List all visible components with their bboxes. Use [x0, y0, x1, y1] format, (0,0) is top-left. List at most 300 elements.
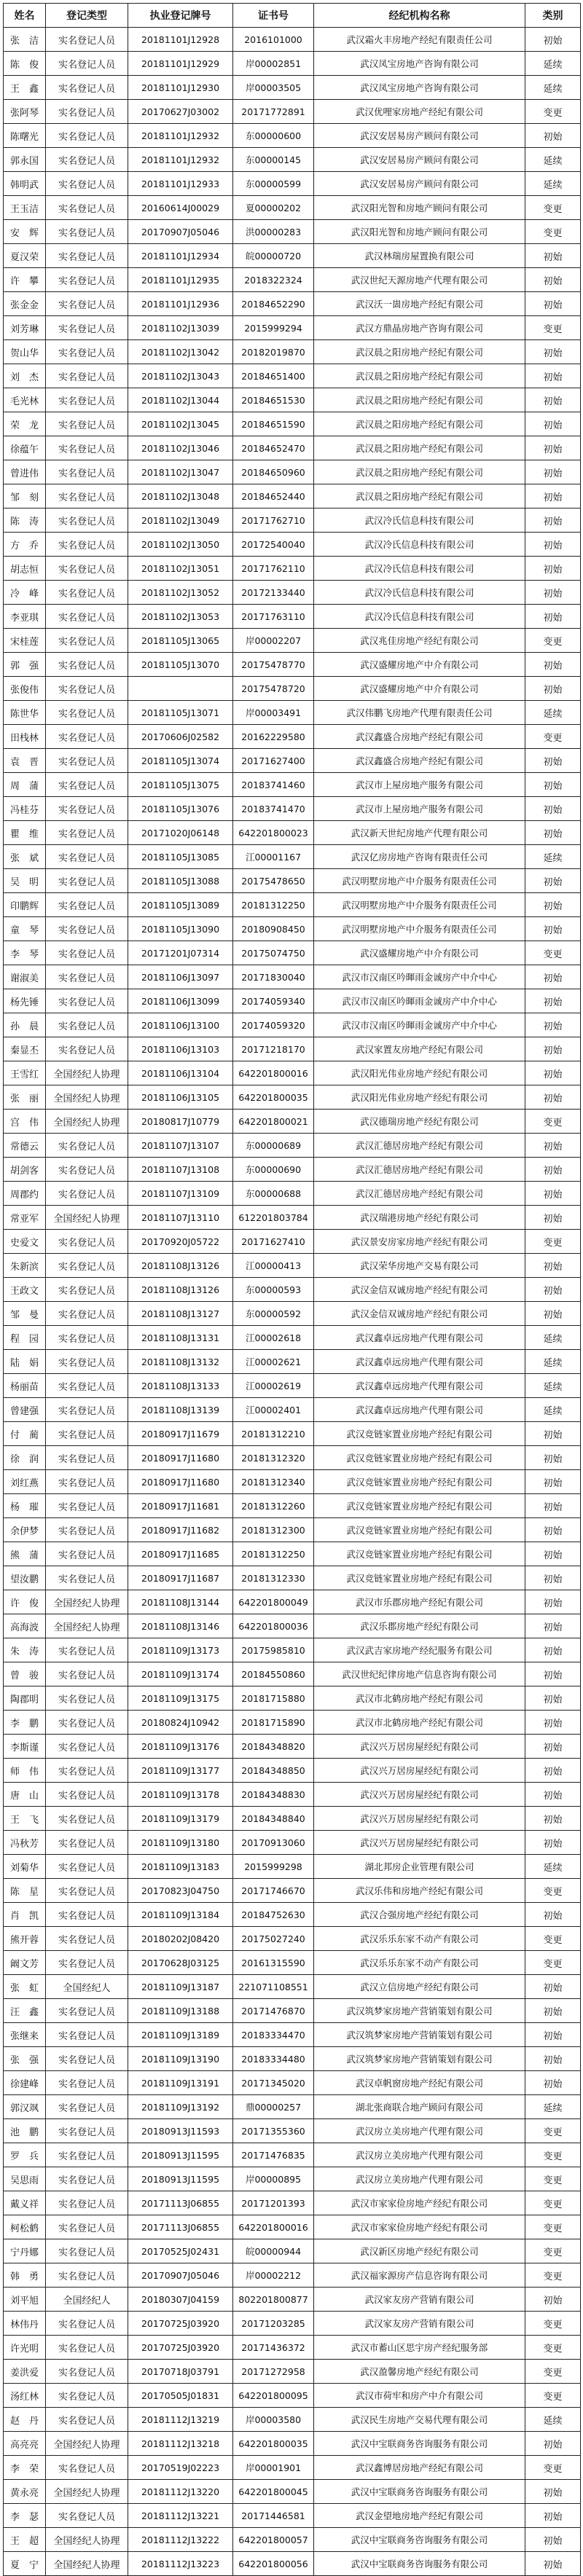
cell-registration-type: 实名登记人员	[46, 989, 128, 1013]
cell-agency-name: 武汉世纪纪律房地产信息咨询有限公司	[314, 1662, 525, 1686]
table-row	[4, 1350, 581, 1374]
table-row	[4, 484, 581, 508]
cell-category: 初始	[525, 28, 581, 52]
cell-practice-plate-number: 20170725J03920	[128, 2312, 233, 2336]
table-row	[4, 1374, 581, 1398]
table-row	[4, 244, 581, 268]
table-row	[4, 508, 581, 533]
table-row	[4, 2432, 581, 2456]
cell-registration-type: 实名登记人员	[46, 1037, 128, 1061]
cell-agency-name: 武汉市上屋房地产服务有限公司	[314, 773, 525, 797]
table-row	[4, 1686, 581, 1711]
cell-category: 变更	[525, 629, 581, 653]
cell-registration-type: 实名登记人员	[46, 1831, 128, 1855]
cell-agency-name: 武汉筑梦家房地产营销策划有限公司	[314, 2047, 525, 2071]
cell-certificate-number: 2015999298	[233, 1855, 314, 1879]
cell-registration-type: 实名登记人员	[46, 268, 128, 292]
cell-practice-plate-number: 20181102J13051	[128, 557, 233, 581]
table-row	[4, 2456, 581, 2480]
cell-practice-plate-number: 20180917J11680	[128, 1470, 233, 1494]
cell-name: 周郡约	[4, 1182, 46, 1206]
cell-category: 变更	[525, 2143, 581, 2167]
table-row	[4, 557, 581, 581]
table-row	[4, 1494, 581, 1518]
cell-registration-type: 实名登记人员	[46, 388, 128, 412]
cell-certificate-number: 东00000145	[233, 148, 314, 172]
cell-registration-type: 实名登记人员	[46, 2336, 128, 2360]
table-row	[4, 2408, 581, 2432]
cell-certificate-number: 20184752630	[233, 1903, 314, 1927]
table-row	[4, 869, 581, 893]
cell-practice-plate-number: 20170519J02223	[128, 2456, 233, 2480]
cell-practice-plate-number: 20181102J13048	[128, 484, 233, 508]
cell-category: 初始	[525, 1302, 581, 1326]
cell-name: 高海波	[4, 1614, 46, 1638]
cell-certificate-number: 20181312340	[233, 1470, 314, 1494]
cell-name: 郭永国	[4, 148, 46, 172]
cell-category: 延续	[525, 1398, 581, 1422]
cell-practice-plate-number: 20181105J13085	[128, 845, 233, 869]
cell-practice-plate-number: 20181109J13189	[128, 2023, 233, 2047]
table-row	[4, 893, 581, 917]
column-header-agency-name: 经纪机构名称	[314, 4, 525, 28]
table-row	[4, 316, 581, 340]
cell-certificate-number: 江00002401	[233, 1398, 314, 1422]
cell-certificate-number: 642201800016	[233, 1061, 314, 1085]
cell-practice-plate-number: 20181105J13076	[128, 797, 233, 821]
cell-registration-type: 实名登记人员	[46, 1807, 128, 1831]
cell-practice-plate-number: 20180917J11680	[128, 1446, 233, 1470]
table-row	[4, 1590, 581, 1614]
cell-name: 朱新滨	[4, 1254, 46, 1278]
table-row	[4, 2023, 581, 2047]
cell-category: 初始	[525, 1686, 581, 1711]
cell-category: 初始	[525, 364, 581, 388]
cell-name: 朱 涛	[4, 1638, 46, 1662]
cell-certificate-number: 江00001167	[233, 845, 314, 869]
cell-practice-plate-number: 20180917J11685	[128, 1542, 233, 1566]
cell-practice-plate-number: 20181105J13065	[128, 629, 233, 653]
cell-agency-name: 武汉明墅房地产中介服务有限责任公司	[314, 917, 525, 941]
table-row	[4, 941, 581, 965]
cell-registration-type: 全国经纪人协理	[46, 1061, 128, 1085]
cell-practice-plate-number: 20180913J11595	[128, 2143, 233, 2167]
cell-agency-name: 武汉兴万居房屋经纪有限公司	[314, 1735, 525, 1759]
cell-practice-plate-number: 20180913J11595	[128, 2167, 233, 2191]
cell-registration-type: 实名登记人员	[46, 605, 128, 629]
cell-registration-type: 全国经纪人协理	[46, 1206, 128, 1230]
cell-certificate-number: 江00002621	[233, 1350, 314, 1374]
cell-certificate-number: 642201800035	[233, 2432, 314, 2456]
cell-practice-plate-number: 20181106J13099	[128, 989, 233, 1013]
cell-agency-name: 武汉乐伟和房地产经纪有限公司	[314, 1879, 525, 1903]
cell-practice-plate-number: 20170907J05046	[128, 220, 233, 244]
cell-registration-type: 全国经纪人协理	[46, 1085, 128, 1110]
cell-agency-name: 湖北张商联合地产顾问有限公司	[314, 2095, 525, 2119]
cell-agency-name: 武汉乐郡房地产经纪有限公司	[314, 1614, 525, 1638]
cell-name: 冯桂芬	[4, 797, 46, 821]
cell-registration-type: 实名登记人员	[46, 100, 128, 124]
table-row	[4, 1638, 581, 1662]
cell-name: 邹 刻	[4, 484, 46, 508]
cell-category: 变更	[525, 1951, 581, 1975]
cell-registration-type: 实名登记人员	[46, 1278, 128, 1302]
cell-category: 初始	[525, 773, 581, 797]
cell-category: 初始	[525, 2528, 581, 2552]
cell-registration-type: 实名登记人员	[46, 28, 128, 52]
cell-category: 初始	[525, 460, 581, 484]
cell-name: 师 伟	[4, 1759, 46, 1783]
cell-category: 初始	[525, 2071, 581, 2095]
cell-certificate-number: 20184651530	[233, 388, 314, 412]
cell-name: 杨丽苗	[4, 1374, 46, 1398]
cell-registration-type: 实名登记人员	[46, 2071, 128, 2095]
cell-category: 初始	[525, 1807, 581, 1831]
cell-registration-type: 实名登记人员	[46, 1855, 128, 1879]
cell-agency-name: 武汉新区房地产经纪有限公司	[314, 2239, 525, 2263]
cell-agency-name: 武汉市北鹤房地产经纪有限公司	[314, 1686, 525, 1711]
cell-category: 变更	[525, 2384, 581, 2408]
cell-registration-type: 全国经纪人	[46, 2288, 128, 2312]
cell-practice-plate-number: 20181105J13088	[128, 869, 233, 893]
table-row	[4, 124, 581, 148]
cell-name: 许 攀	[4, 268, 46, 292]
cell-name: 王 超	[4, 2528, 46, 2552]
cell-certificate-number: 20171762710	[233, 508, 314, 533]
table-row	[4, 1085, 581, 1110]
cell-practice-plate-number: 20181108J13131	[128, 1326, 233, 1350]
cell-practice-plate-number: 20180917J11687	[128, 1566, 233, 1590]
cell-registration-type: 实名登记人员	[46, 869, 128, 893]
cell-practice-plate-number: 20181101J12932	[128, 124, 233, 148]
table-row	[4, 1735, 581, 1759]
table-row	[4, 821, 581, 845]
cell-practice-plate-number: 20181101J12933	[128, 172, 233, 196]
cell-category: 延续	[525, 2408, 581, 2432]
cell-registration-type: 全国经纪人协理	[46, 2480, 128, 2504]
cell-practice-plate-number: 20181106J13100	[128, 1013, 233, 1037]
cell-certificate-number: 20183741460	[233, 773, 314, 797]
table-row	[4, 1879, 581, 1903]
cell-category: 初始	[525, 1013, 581, 1037]
cell-name: 望汝鹏	[4, 1566, 46, 1590]
cell-name: 方 乔	[4, 533, 46, 557]
table-row	[4, 2504, 581, 2528]
cell-name: 孙 晨	[4, 1013, 46, 1037]
cell-name: 陈 俊	[4, 52, 46, 76]
cell-certificate-number: 夏00000202	[233, 196, 314, 220]
cell-name: 冯秋芳	[4, 1831, 46, 1855]
table-row	[4, 1759, 581, 1783]
cell-certificate-number: 20171345020	[233, 2071, 314, 2095]
cell-certificate-number: 东00000688	[233, 1182, 314, 1206]
cell-name: 瞿 维	[4, 821, 46, 845]
cell-registration-type: 实名登记人员	[46, 797, 128, 821]
cell-agency-name: 武汉中宝联商务咨询服务有限公司	[314, 2528, 525, 2552]
cell-registration-type: 实名登记人员	[46, 196, 128, 220]
cell-certificate-number: 642201800023	[233, 821, 314, 845]
cell-category: 初始	[525, 917, 581, 941]
cell-certificate-number: 20175478650	[233, 869, 314, 893]
cell-agency-name: 武汉林瑞房屋置换有限公司	[314, 244, 525, 268]
table-row	[4, 196, 581, 220]
cell-registration-type: 实名登记人员	[46, 1951, 128, 1975]
table-body	[4, 28, 581, 2576]
cell-name: 余伊梦	[4, 1518, 46, 1542]
cell-registration-type: 实名登记人员	[46, 1254, 128, 1278]
cell-certificate-number: 20172540040	[233, 533, 314, 557]
cell-category: 延续	[525, 1326, 581, 1350]
cell-category: 变更	[525, 2239, 581, 2263]
cell-practice-plate-number	[128, 677, 233, 701]
cell-category: 变更	[525, 2215, 581, 2239]
cell-category: 初始	[525, 1975, 581, 1999]
cell-certificate-number: 20171436372	[233, 2336, 314, 2360]
cell-category: 变更	[525, 941, 581, 965]
cell-agency-name: 武汉新天世纪房地产代理有限公司	[314, 821, 525, 845]
cell-certificate-number: 20161315590	[233, 1951, 314, 1975]
cell-category: 初始	[525, 1662, 581, 1686]
cell-name: 宫 伟	[4, 1110, 46, 1134]
cell-agency-name: 武汉中宝联商务咨询服务有限公司	[314, 2432, 525, 2456]
cell-agency-name: 武汉盛耀房地产中介有限公司	[314, 677, 525, 701]
cell-registration-type: 实名登记人员	[46, 1422, 128, 1446]
cell-category: 延续	[525, 52, 581, 76]
cell-category: 变更	[525, 2456, 581, 2480]
table-row	[4, 677, 581, 701]
cell-name: 陈 涛	[4, 508, 46, 533]
table-row	[4, 1398, 581, 1422]
cell-agency-name: 武汉金信双诚房地产经纪有限公司	[314, 1278, 525, 1302]
table-row	[4, 412, 581, 436]
cell-agency-name: 武汉武吉家房地产经纪服务有限公司	[314, 1638, 525, 1662]
cell-practice-plate-number: 20181102J13043	[128, 364, 233, 388]
cell-name: 熊开蓉	[4, 1927, 46, 1951]
table-row	[4, 1158, 581, 1182]
cell-registration-type: 实名登记人员	[46, 557, 128, 581]
cell-name: 刘红燕	[4, 1470, 46, 1494]
cell-registration-type: 全国经纪人协理	[46, 1590, 128, 1614]
table-row	[4, 1326, 581, 1350]
cell-agency-name: 武汉方鼎晶房地产咨询有限公司	[314, 316, 525, 340]
cell-name: 张 丽	[4, 1085, 46, 1110]
cell-agency-name: 武汉兆佳房地产经纪有限公司	[314, 629, 525, 653]
cell-category: 初始	[525, 749, 581, 773]
cell-name: 吴思雨	[4, 2167, 46, 2191]
cell-name: 杨 璀	[4, 1494, 46, 1518]
cell-registration-type: 实名登记人员	[46, 581, 128, 605]
cell-agency-name: 武汉筑梦家房地产营销策划有限公司	[314, 2023, 525, 2047]
cell-name: 陈曙光	[4, 124, 46, 148]
cell-practice-plate-number: 20181106J13104	[128, 1061, 233, 1085]
cell-registration-type: 实名登记人员	[46, 364, 128, 388]
cell-certificate-number: 20175478720	[233, 677, 314, 701]
cell-practice-plate-number: 20181101J12936	[128, 292, 233, 316]
cell-registration-type: 实名登记人员	[46, 148, 128, 172]
cell-name: 夏 宁	[4, 2552, 46, 2576]
cell-agency-name: 武汉鑫盛合房地产经纪有限公司	[314, 749, 525, 773]
cell-practice-plate-number: 20181105J13074	[128, 749, 233, 773]
cell-name: 唐 山	[4, 1783, 46, 1807]
cell-certificate-number: 20171763110	[233, 605, 314, 629]
table-row	[4, 917, 581, 941]
cell-registration-type: 实名登记人员	[46, 2095, 128, 2119]
cell-practice-plate-number: 20181108J13127	[128, 1302, 233, 1326]
cell-category: 变更	[525, 2312, 581, 2336]
cell-agency-name: 武汉家友房产营销有限公司	[314, 2312, 525, 2336]
cell-registration-type: 实名登记人员	[46, 2119, 128, 2143]
cell-practice-plate-number: 20180917J11682	[128, 1518, 233, 1542]
cell-agency-name: 武汉房立美房地产代理有限公司	[314, 2167, 525, 2191]
cell-certificate-number: 20181312250	[233, 893, 314, 917]
cell-certificate-number: 20184348840	[233, 1807, 314, 1831]
cell-category: 变更	[525, 1230, 581, 1254]
cell-category: 初始	[525, 2047, 581, 2071]
cell-practice-plate-number: 20181108J13139	[128, 1398, 233, 1422]
cell-agency-name: 武汉晨之阳房地产经纪有限公司	[314, 388, 525, 412]
table-row	[4, 220, 581, 244]
cell-certificate-number: 20175074750	[233, 941, 314, 965]
cell-certificate-number: 2015999294	[233, 316, 314, 340]
cell-registration-type: 实名登记人员	[46, 340, 128, 364]
table-row	[4, 340, 581, 364]
cell-practice-plate-number: 20170505J01831	[128, 2384, 233, 2408]
cell-agency-name: 武汉汇德居房地产经纪有限公司	[314, 1134, 525, 1158]
cell-agency-name: 武汉景安房家房地产经纪有限公司	[314, 1230, 525, 1254]
cell-certificate-number: 20181715880	[233, 1686, 314, 1711]
table-row	[4, 2167, 581, 2191]
cell-registration-type: 实名登记人员	[46, 1783, 128, 1807]
cell-name: 熊 蒲	[4, 1542, 46, 1566]
cell-agency-name: 武汉阳光伟业房地产经纪有限公司	[314, 1061, 525, 1085]
cell-agency-name: 武汉伟鹏飞房地产代理有限责任公司	[314, 701, 525, 725]
cell-agency-name: 武汉房立美房地产代理有限公司	[314, 2119, 525, 2143]
cell-practice-plate-number: 20181105J13089	[128, 893, 233, 917]
cell-name: 赵 丹	[4, 2408, 46, 2432]
cell-agency-name: 武汉世纪天源房地产代理有限公司	[314, 268, 525, 292]
cell-category: 延续	[525, 148, 581, 172]
cell-certificate-number: 东00000600	[233, 124, 314, 148]
cell-agency-name: 武汉竞链家置业房地产经纪有限公司	[314, 1470, 525, 1494]
cell-agency-name: 武汉瑞港房地产经纪有限公司	[314, 1206, 525, 1230]
table-row	[4, 725, 581, 749]
cell-name: 童 琴	[4, 917, 46, 941]
cell-registration-type: 全国经纪人协理	[46, 2528, 128, 2552]
cell-category: 初始	[525, 268, 581, 292]
cell-name: 柯松鹤	[4, 2215, 46, 2239]
cell-category: 初始	[525, 124, 581, 148]
cell-agency-name: 武汉明墅房地产中介服务有限责任公司	[314, 893, 525, 917]
cell-certificate-number: 20181312210	[233, 1422, 314, 1446]
cell-category: 初始	[525, 1614, 581, 1638]
cell-certificate-number: 东00000592	[233, 1302, 314, 1326]
cell-agency-name: 武汉市汉南区吟暉雨金诚房产中介中心	[314, 1013, 525, 1037]
cell-certificate-number: 642201800045	[233, 2480, 314, 2504]
cell-practice-plate-number: 20181101J12930	[128, 76, 233, 100]
cell-name: 曾 骏	[4, 1662, 46, 1686]
cell-category: 变更	[525, 2360, 581, 2384]
cell-name: 陈世华	[4, 701, 46, 725]
table-row	[4, 2191, 581, 2215]
cell-name: 林伟丹	[4, 2312, 46, 2336]
cell-certificate-number: 岸00002851	[233, 52, 314, 76]
cell-agency-name: 武汉凤宝房地产咨询有限公司	[314, 76, 525, 100]
cell-name: 张 洁	[4, 28, 46, 52]
cell-registration-type: 实名登记人员	[46, 1398, 128, 1422]
cell-agency-name: 武汉兴万居房屋经纪有限公司	[314, 1759, 525, 1783]
cell-registration-type: 实名登记人员	[46, 52, 128, 76]
table-row	[4, 2312, 581, 2336]
cell-certificate-number: 岸00001901	[233, 2456, 314, 2480]
cell-certificate-number: 20184550860	[233, 1662, 314, 1686]
table-row	[4, 388, 581, 412]
cell-category: 初始	[525, 2432, 581, 2456]
cell-registration-type: 全国经纪人协理	[46, 1614, 128, 1638]
cell-category: 初始	[525, 653, 581, 677]
cell-practice-plate-number: 20170725J03920	[128, 2336, 233, 2360]
cell-practice-plate-number: 20181112J13221	[128, 2504, 233, 2528]
cell-category: 初始	[525, 1518, 581, 1542]
cell-certificate-number: 20181715890	[233, 1711, 314, 1735]
cell-certificate-number: 20170913060	[233, 1831, 314, 1855]
cell-category: 初始	[525, 1278, 581, 1302]
cell-practice-plate-number: 20181105J13070	[128, 653, 233, 677]
cell-registration-type: 实名登记人员	[46, 701, 128, 725]
table-row	[4, 1013, 581, 1037]
table-row	[4, 1927, 581, 1951]
cell-registration-type: 实名登记人员	[46, 244, 128, 268]
table-row	[4, 292, 581, 316]
cell-registration-type: 实名登记人员	[46, 1470, 128, 1494]
cell-name: 田栈林	[4, 725, 46, 749]
cell-name: 张 斌	[4, 845, 46, 869]
cell-category: 初始	[525, 1158, 581, 1182]
cell-practice-plate-number: 20170920J05722	[128, 1230, 233, 1254]
cell-agency-name: 武汉市蓄山区思宇房产经纪服务部	[314, 2336, 525, 2360]
table-row	[4, 1206, 581, 1230]
cell-certificate-number: 20184348830	[233, 1783, 314, 1807]
table-row	[4, 76, 581, 100]
table-row	[4, 1422, 581, 1446]
cell-agency-name: 武汉汇德居房地产经纪有限公司	[314, 1182, 525, 1206]
table-row	[4, 2119, 581, 2143]
cell-registration-type: 实名登记人员	[46, 1903, 128, 1927]
cell-practice-plate-number: 20181106J13105	[128, 1085, 233, 1110]
cell-category: 初始	[525, 605, 581, 629]
table-row	[4, 965, 581, 989]
table-row	[4, 533, 581, 557]
cell-registration-type: 实名登记人员	[46, 1302, 128, 1326]
cell-name: 徐 润	[4, 1446, 46, 1470]
cell-registration-type: 实名登记人员	[46, 941, 128, 965]
cell-name: 许 俊	[4, 1590, 46, 1614]
cell-registration-type: 实名登记人员	[46, 917, 128, 941]
cell-name: 姜洪爱	[4, 2360, 46, 2384]
cell-agency-name: 武汉盛耀房地产中介有限公司	[314, 941, 525, 965]
cell-certificate-number: 20171830040	[233, 965, 314, 989]
cell-practice-plate-number: 20181102J13053	[128, 605, 233, 629]
cell-certificate-number: 20171746670	[233, 1879, 314, 1903]
cell-practice-plate-number: 20170606J02582	[128, 725, 233, 749]
table-header	[4, 4, 581, 28]
cell-registration-type: 实名登记人员	[46, 436, 128, 460]
table-row	[4, 460, 581, 484]
table-row	[4, 2047, 581, 2071]
cell-registration-type: 实名登记人员	[46, 76, 128, 100]
cell-registration-type: 实名登记人员	[46, 1638, 128, 1662]
cell-agency-name: 武汉安居易房产顾问有限公司	[314, 124, 525, 148]
cell-certificate-number: 20171762110	[233, 557, 314, 581]
